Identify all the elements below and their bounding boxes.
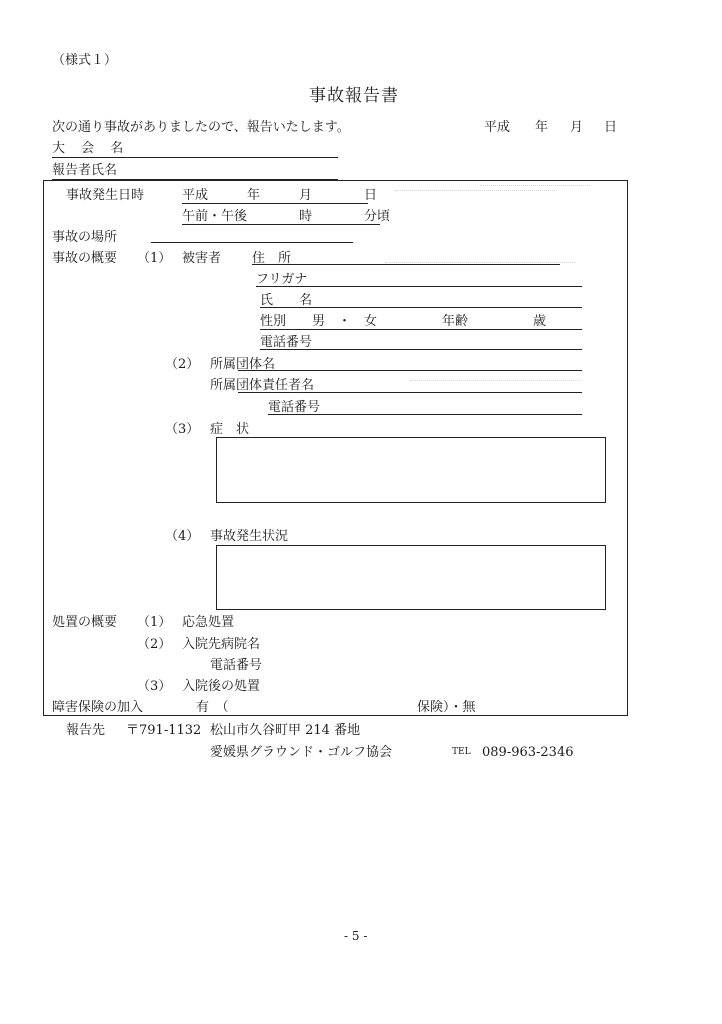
overview-item1-number: （1） [137,251,172,266]
org-phone-label: 電話番号 [268,400,321,415]
page-number: - 5 - [344,929,368,943]
overview-item2-number: （2） [165,357,200,372]
victim-phone-line[interactable] [260,349,582,350]
victim-address-label: 住 所 [252,251,292,266]
insurance-yes-option[interactable]: 有 （ [196,700,229,715]
report-date-year: 年 [535,120,549,135]
tournament-name-label: 大 会 名 [52,141,130,156]
overview-label: 事故の概要 [52,251,118,266]
report-to-tel: 089-963-2346 [482,745,574,760]
document-title: 事故報告書 [309,86,399,106]
overview-item4-number: （4） [165,529,200,544]
bleed-through-mark [480,185,590,226]
furigana-label: フリガナ [256,272,308,287]
first-aid-label: 応急処置 [182,615,235,630]
tournament-name-line[interactable] [52,157,338,158]
insurance-label: 障害保険の加入 [52,700,144,715]
treatment-item3-number: （3） [137,679,172,694]
after-treatment-label: 入院後の処置 [182,679,261,694]
bleed-through-mark [385,262,575,323]
occurrence-date-field[interactable]: 平成 年 月 日 [182,188,378,203]
treatment-label: 処置の概要 [52,615,118,630]
victim-name-label: 氏 名 [260,293,313,308]
org-phone-line[interactable] [268,414,582,415]
symptom-label: 症 状 [210,422,250,437]
sex-age-field[interactable]: 性別 男 ・ 女 年齢 歳 [260,314,582,330]
tel-label: TEL [452,747,471,757]
place-label: 事故の場所 [52,230,118,245]
report-date-day: 日 [604,120,618,135]
place-line[interactable] [151,242,353,243]
hospital-phone-label: 電話番号 [210,658,263,673]
situation-label: 事故発生状況 [210,529,289,544]
reporter-name-label: 報告者氏名 [52,163,118,178]
intro-text: 次の通り事故がありましたので、報告いたします。 [52,120,350,135]
symptom-box[interactable] [216,437,606,503]
treatment-item1-number: （1） [137,615,172,630]
occurrence-label: 事故発生日時 [66,188,145,203]
org-name-line[interactable] [238,370,582,371]
victim-phone-label: 電話番号 [260,335,313,350]
bleed-through-mark [410,380,580,401]
occurrence-time-field[interactable]: 午前・午後 時 分頃 [182,209,391,224]
form-number: （様式１） [52,53,118,68]
hospital-name-label: 入院先病院名 [182,637,261,652]
situation-box[interactable] [216,545,606,610]
report-to-address: 松山市久谷町甲 214 番地 [210,723,361,738]
report-to-label: 報告先 [66,723,106,738]
org-manager-label: 所属団体責任者名 [210,378,315,393]
treatment-item2-number: （2） [137,637,172,652]
report-date-era: 平成 [484,120,511,135]
victim-label: 被害者 [182,251,222,266]
org-name-label: 所属団体名 [210,357,276,372]
overview-item3-number: （3） [165,422,200,437]
report-to-postal: 〒791-1132 [126,723,202,738]
report-date-month: 月 [570,120,584,135]
report-to-organization: 愛媛県グラウンド・ゴルフ協会 [210,745,393,760]
insurance-no-option[interactable]: 保険）・無 [417,700,476,715]
